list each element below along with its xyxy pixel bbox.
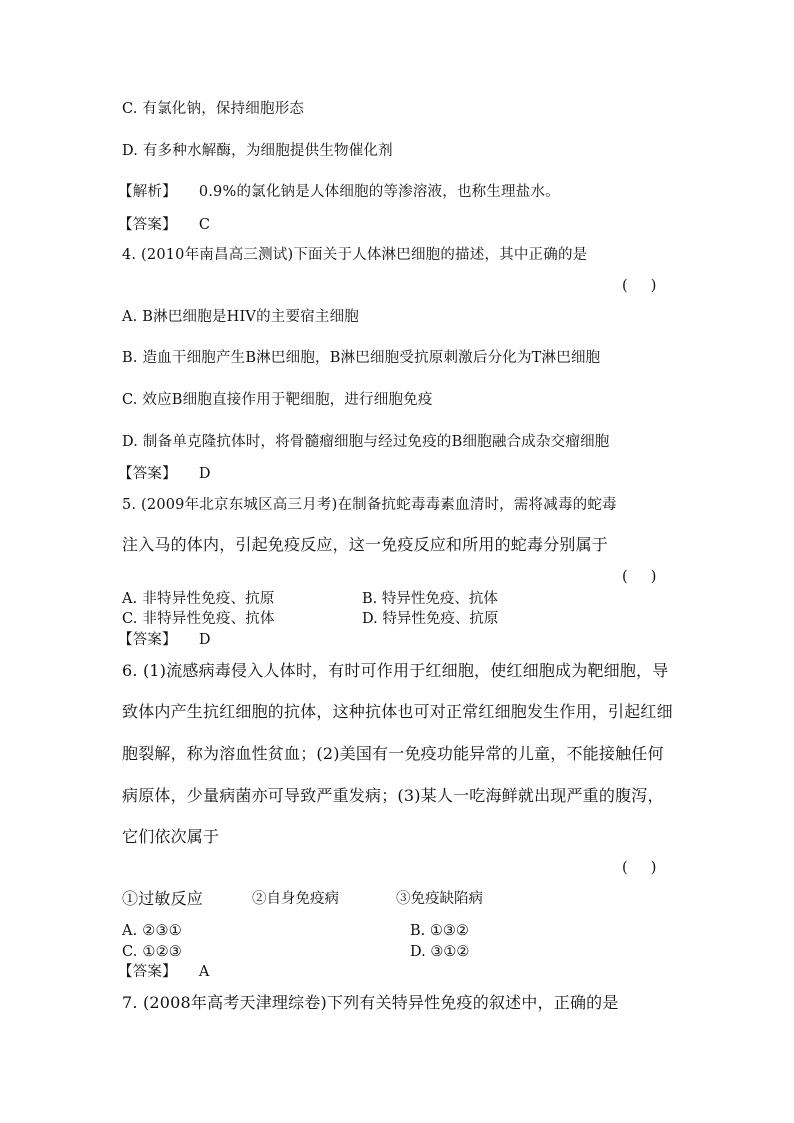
- answer-tag: 【答案】: [118, 466, 177, 482]
- q6-answer-paren: ( ): [622, 860, 657, 876]
- q6-choice-2: ②自身免疫病: [252, 891, 339, 907]
- q5-option-a: A. 非特异性免疫、抗原: [122, 591, 275, 607]
- q6-stem-line-2: 致体内产生抗红细胞的抗体，这种抗体也可对正常红细胞发生作用，引起红细: [122, 702, 673, 721]
- q4-option-c: C. 效应B细胞直接作用于靶细胞，进行细胞免疫: [122, 392, 433, 408]
- answer-value: C: [198, 217, 211, 233]
- q5-answer-paren: ( ): [622, 569, 657, 585]
- q5-stem-line-1: 5. (2009年北京东城区高三月考)在制备抗蛇毒毒素血清时，需将减毒的蛇毒: [122, 497, 617, 513]
- q4-option-b: B. 造血干细胞产生B淋巴细胞，B淋巴细胞受抗原刺激后分化为T淋巴细胞: [122, 350, 601, 366]
- q4-option-d: D. 制备单克隆抗体时，将骨髓瘤细胞与经过免疫的B细胞融合成杂交瘤细胞: [122, 434, 610, 450]
- analysis-text: 0.9%的氯化钠是人体细胞的等渗溶液，也称生理盐水。: [198, 184, 560, 200]
- q5-stem-line-2: 注入马的体内，引起免疫反应，这一免疫反应和所用的蛇毒分别属于: [122, 535, 609, 554]
- answer-tag: 【答案】: [118, 217, 177, 233]
- q5-option-c: C. 非特异性免疫、抗体: [122, 611, 275, 627]
- q4-option-a: A. B淋巴细胞是HIV的主要宿主细胞: [122, 309, 359, 325]
- answer-value: D: [198, 632, 211, 648]
- q6-stem-line-1: 6. (1)流感病毒侵入人体时，有时可作用于红细胞，使红细胞成为靶细胞，导: [122, 661, 669, 680]
- answer-value: A: [198, 964, 210, 980]
- q5-option-d: D. 特异性免疫、抗原: [362, 611, 499, 627]
- q3-answer: [118, 216, 210, 234]
- answer-tag: 【答案】: [118, 632, 177, 648]
- answer-tag: 【答案】: [118, 964, 177, 980]
- q6-option-a: A. ②③①: [122, 923, 182, 939]
- q3-option-d: D. 有多种水解酶，为细胞提供生物催化剂: [122, 143, 393, 159]
- q6-option-b: B. ①③②: [410, 923, 469, 939]
- q6-choice-3: ③免疫缺陷病: [396, 891, 483, 907]
- answer-value: D: [198, 466, 211, 482]
- q6-choice-1: ①过敏反应: [122, 889, 204, 908]
- q3-analysis: [118, 183, 560, 201]
- q5-answer: [118, 631, 211, 649]
- analysis-tag: 【解析】: [118, 184, 177, 200]
- q3-option-c: C. 有氯化钠，保持细胞形态: [122, 101, 305, 117]
- q6-option-c: C. ①②③: [122, 944, 182, 960]
- q6-answer: [118, 963, 209, 981]
- q6-stem-line-3: 胞裂解，称为溶血性贫血；(2)美国有一免疫功能异常的儿童，不能接触任何: [122, 744, 664, 763]
- q6-stem-line-4: 病原体，少量病菌亦可导致严重发病；(3)某人一吃海鲜就出现严重的腹泻，: [122, 786, 664, 805]
- q7-stem: 7. (2008年高考天津理综卷)下列有关特异性免疫的叙述中，正确的是: [122, 993, 619, 1012]
- q4-answer: [118, 465, 211, 483]
- q4-answer-paren: ( ): [622, 278, 657, 294]
- q6-stem-line-5: 它们依次属于: [122, 827, 220, 846]
- q4-stem: 4. (2010年南昌高三测试)下面关于人体淋巴细胞的描述，其中正确的是: [122, 247, 588, 263]
- q6-option-d: D. ③①②: [410, 944, 470, 960]
- q5-option-b: B. 特异性免疫、抗体: [362, 591, 498, 607]
